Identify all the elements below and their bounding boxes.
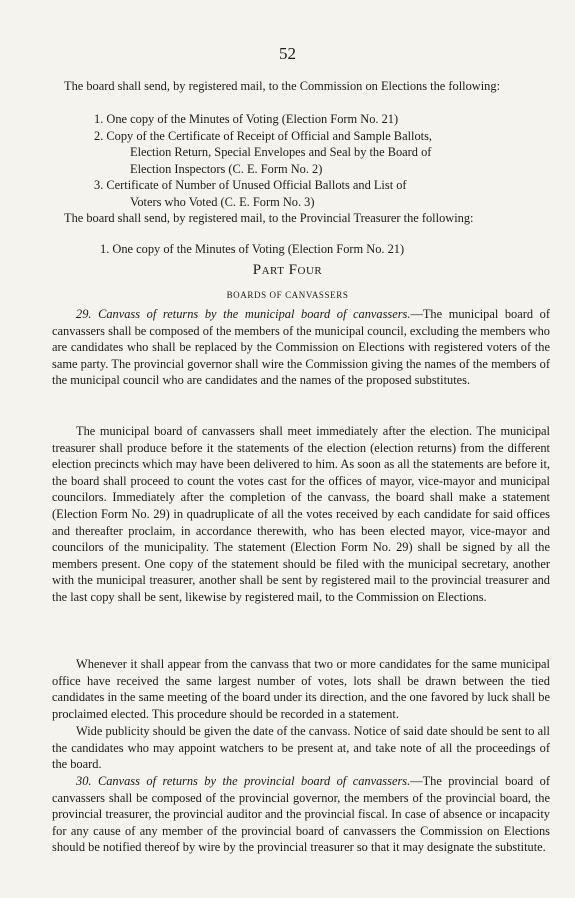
list-item: 1. One copy of the Minutes of Voting (Election Form No. 21) [100, 242, 405, 256]
section-29-paragraph-4: Wide publicity should be given the date of the canvass. Notice of said date should be sent to all the candidates who may appoint watchers to be present at, and take note of all the proceedings of the board. [52, 724, 550, 772]
list-item-continuation: Election Return, Special Envelopes and Seal by the Board of [130, 145, 432, 160]
list-item: 1. One copy of the Minutes of Voting (Election Form No. 21) [94, 112, 399, 126]
treasurer-list [52, 241, 550, 258]
section-29-paragraph-2: The municipal board of canvassers shall meet immediately after the election. The municipal treasurer shall produce before it the statements of the election (election returns) from the different election precincts which may have been delivered to him. As soon as all the statements are before it, the board shall proceed to count the votes cast for the offices of mayor, vice-mayor and municipal councilors. Immediately after the completion of the canvass, the board shall make a statement (Election Form No. 29) in quadruplicate of all the votes received by each candidate for said offices and thereafter proclaim, in accordance therewith, who has been elected mayor, vice-mayor and councilors of the municipality. The statement (Election Form No. 29) shall be signed by all the members present. One copy of the statement should be filed with the municipal secretary, another with the municipal treasurer, another shall be sent by registered mail to the provincial treasurer and the last copy shall be sent, likewise by registered mail, to the Commission on Elections. [52, 424, 550, 604]
section-29-paragraph-3: Whenever it shall appear from the canvass that two or more candidates for the same municipal office have received the same largest number of votes, lots shall be drawn between the tied candidates in the same meeting of the board under its direction, and the one favored by luck shall be proclaimed elected. This procedure should be recorded in a statement. [52, 657, 550, 721]
list-item: 3. Certificate of Number of Unused Official Ballots and List of [94, 178, 407, 193]
section-30-text-1: —The provincial board of canvassers shall be composed of the provincial governor, the members of the provincial board, the provincial treasurer, the provincial auditor and the provincial fiscal. In case of absence or incapacity for any cause of any member of the provincial board of canvassers the Commission on Elections should be notified thereof by wire by the provincial treasurer so that it may designate the substitute. [52, 774, 550, 855]
section-30-heading: 30. Canvass of returns by the provincial board of canvassers. [76, 774, 411, 788]
part-title: Part Four [252, 262, 323, 278]
list-item: 2. Copy of the Certificate of Receipt of Official and Sample Ballots, [94, 128, 433, 143]
section-29-text-1: —The municipal board of canvassers shall be composed of the members of the municipal council, excluding the members who are candidates who shall be replaced by the Commission on Elections with registered voters of the same party. The provincial governor shall wire the Commission giving the names of the members of the municipal council who are candidates and the names of the proposed substitutes. [52, 307, 550, 388]
section-29-paragraph-1 [52, 306, 550, 389]
intro-treasurer [52, 210, 550, 227]
list-item-continuation: Voters who Voted (C. E. Form No. 3) [130, 194, 315, 209]
section-30-paragraph-1 [52, 773, 550, 856]
part-subtitle: BOARDS OF CANVASSERS [226, 290, 349, 300]
intro-treasurer-text: The board shall send, by registered mail, to the Provincial Treasurer the following: [64, 211, 474, 225]
page-number: 52 [279, 44, 296, 63]
intro-commission [52, 78, 550, 95]
commission-list [52, 111, 550, 211]
list-item-continuation: Election Inspectors (C. E. Form No. 2) [130, 161, 323, 176]
intro-commission-text: The board shall send, by registered mail, to the Commission on Elections the following: [64, 79, 501, 93]
section-29-heading: 29. Canvass of returns by the municipal board of canvassers. [76, 307, 411, 321]
